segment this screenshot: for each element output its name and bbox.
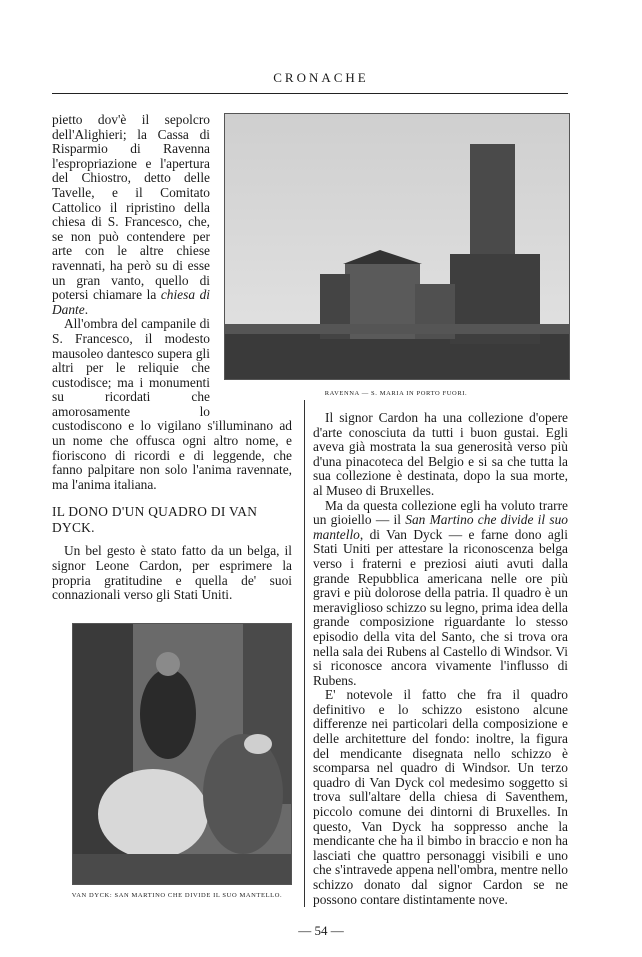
italic-text: chiesa di Dante — [52, 287, 210, 317]
right-column-text — [313, 411, 568, 907]
painting-caption: VAN DYCK: SAN MARTINO CHE DIVIDE IL SUO MANTELLO. — [71, 891, 283, 899]
italic-text: San Martino che divide il suo mantello — [313, 512, 568, 542]
painting-illustration — [73, 624, 291, 884]
painting-figure — [72, 623, 290, 900]
paragraph-text: Ma da questa collezione egli ha voluto trarre un gioiello — il — [313, 497, 568, 528]
paragraph — [313, 499, 568, 689]
page-number: — 54 — — [298, 923, 344, 938]
intro-paragraph — [52, 544, 292, 602]
paragraph: E' notevole il fatto che fra il quadro definitivo e lo schizzo esistono alcune differenze nei particolari della composizione e delle architetture del fondo: inoltre, la figura del mendicante disegnata nello schizzo è scomparsa nel quadro di Windsor. Un terzo quadro di Van Dyck col medesimo soggetto si trova sull'altare della chiesa di Saventhem, piccolo comune dei dintorni di Bruxelles. In questo, Van Dyck ha soppresso anche la mendicante che ha il bimbo in braccio e non ha lasciati che quattro personaggi visibili e uno che s'intravede appena nell'ombra, mentre nello schizzo donato dal signor Cardon se ne possono contare distintamente nove. — [313, 687, 568, 907]
paragraph-text: All'ombra del campanile di S. Francesco, il modesto mausoleo dantesco supera gli altri per le reliquie che custodisce; ma i monumenti su ricordati che amorosamente lo custodiscono e lo vigilano s'illuminano ad un nome che offusca ogni altro nome, e fioriscono di ricordi e di leggende, che fanno — [52, 316, 292, 478]
header-rule — [52, 93, 568, 94]
church-caption: RAVENNA — S. MARIA IN PORTO FUORI. — [324, 390, 468, 397]
paragraph-text: pietto dov'è il sepolcro dell'Alighieri; la Cassa di Risparmio di Ravenna l'espropriazione e l'apertura del Chiostro, detto delle Tavelle, e il Comitato Cattolico il ripristino della chiesa di S. Francesco, che, se non può contendere per arte con le altre chiese ravennati, ha però su di esse un gran vanto, quello di potersi chiamare la — [52, 112, 210, 303]
left-column — [52, 113, 292, 900]
paragraph: Il signor Cardon ha una collezione d'opere d'arte conosciuta da tutti i buon gustai. Egli aveva già mostrata la sua generosità verso più d'una pinacoteca del Belgio e si sa che tutta la sua collezione è destinata, dopo la sua morte, al Museo di Bruxelles. — [313, 410, 568, 498]
paragraph: Un bel gesto è stato fatto da un belga, il signor Leone Cardon, per esprimere la propria gratitudine e quella de' suoi connazionali verso gli Stati Uniti. — [52, 543, 292, 603]
paragraph-text: , di Van Dyck — e farne dono agli Stati Uniti per attestare la riconoscenza belga verso i fraterni e preziosi aiuti avuti dalla grande Repubblica americana nelle ore più gravi e più dolorose della patria. Il quadro è un meraviglioso schizzo su legno, prima idea della grande composizione riguardante lo stesso episodio della vita del Santo, che si trova ora nella sala dei Rubens al Castello di Windsor. Vi si riconosce ancora vivamente l'influsso di Rubens. — [313, 526, 568, 688]
photo-spacer — [210, 113, 292, 405]
section-heading: IL DONO D'UN QUADRO DI VAN DYCK. — [52, 504, 258, 536]
painting-photo — [72, 623, 292, 885]
paragraph-text: . — [84, 301, 89, 317]
paragraph-text-continuation: palpitare non solo l'anima ravennate, ma l'anima italiana. — [52, 462, 292, 492]
running-header: CRONACHE — [273, 70, 369, 85]
column-divider — [304, 400, 305, 907]
